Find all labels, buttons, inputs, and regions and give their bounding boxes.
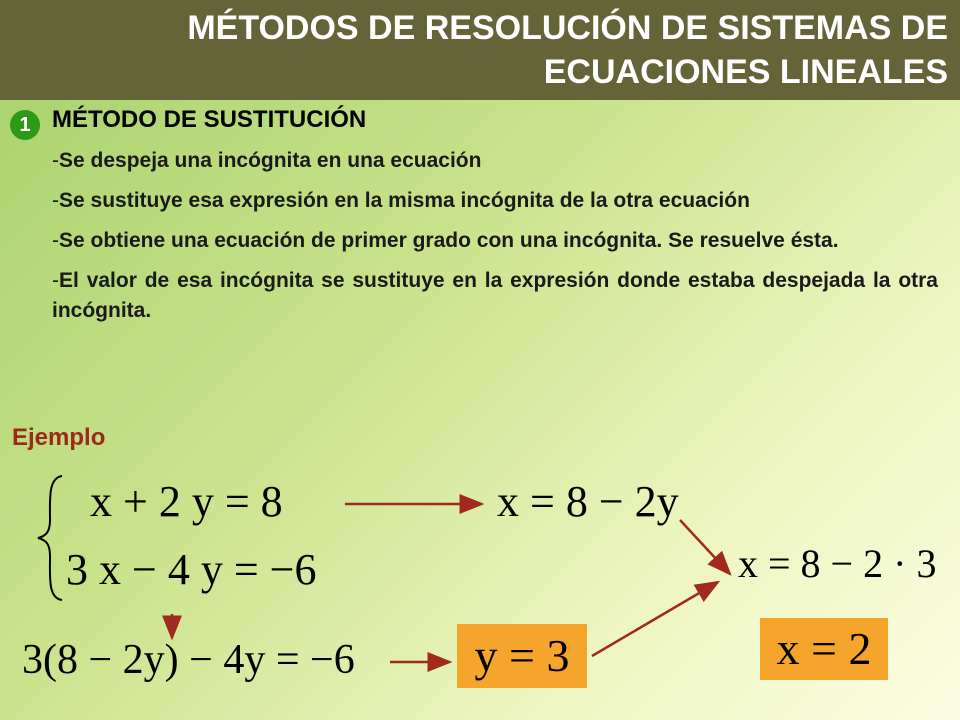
step-text: Se sustituye esa expresión en la misma incógnita de la otra ecuación	[59, 189, 750, 212]
page-title-line-1: MÉTODOS DE RESOLUCIÓN DE SISTEMAS DE	[187, 9, 948, 47]
substituted-equation: 3(8 − 2y) − 4y = −6	[22, 637, 355, 683]
step-text: El valor de esa incógnita se sustituye en la expresión donde estaba despejada la otra incógnita.	[52, 269, 938, 322]
x-substitution-equation: x = 8 − 2 · 3	[738, 541, 937, 586]
arrow-y-to-x-substitution	[592, 582, 718, 656]
step-text: Se obtiene una ecuación de primer grado con una incógnita. Se resuelve ésta.	[59, 229, 839, 252]
system-brace	[38, 476, 62, 600]
equation-2: 3 x − 4 y = −6	[66, 545, 317, 594]
page-title-line-2: ECUACIONES LINEALES	[543, 53, 948, 91]
equation-1: x + 2 y = 8	[90, 477, 283, 526]
y-result-box: y = 3	[457, 624, 587, 688]
step-text: Se despeja una incógnita en una ecuación	[59, 149, 482, 172]
step-item: -Se sustituye esa expresión en la misma incógnita de la otra ecuación	[52, 189, 750, 212]
step-item: -Se obtiene una ecuación de primer grado con una incógnita. Se resuelve ésta.	[52, 229, 839, 252]
arrow-to-x-substitution	[680, 520, 730, 574]
numbered-bullet-icon: 1	[10, 110, 40, 140]
example-label: Ejemplo	[12, 424, 106, 451]
isolated-x-equation: x = 8 − 2y	[497, 477, 679, 526]
step-item: -Se despeja una incógnita en una ecuación	[52, 149, 482, 172]
step-item: -El valor de esa incógnita se sustituye en la expresión donde estaba despejada la otra incógnita.	[52, 269, 938, 322]
x-result-box: x = 2	[760, 618, 888, 680]
method-title: MÉTODO DE SUSTITUCIÓN	[52, 106, 367, 133]
